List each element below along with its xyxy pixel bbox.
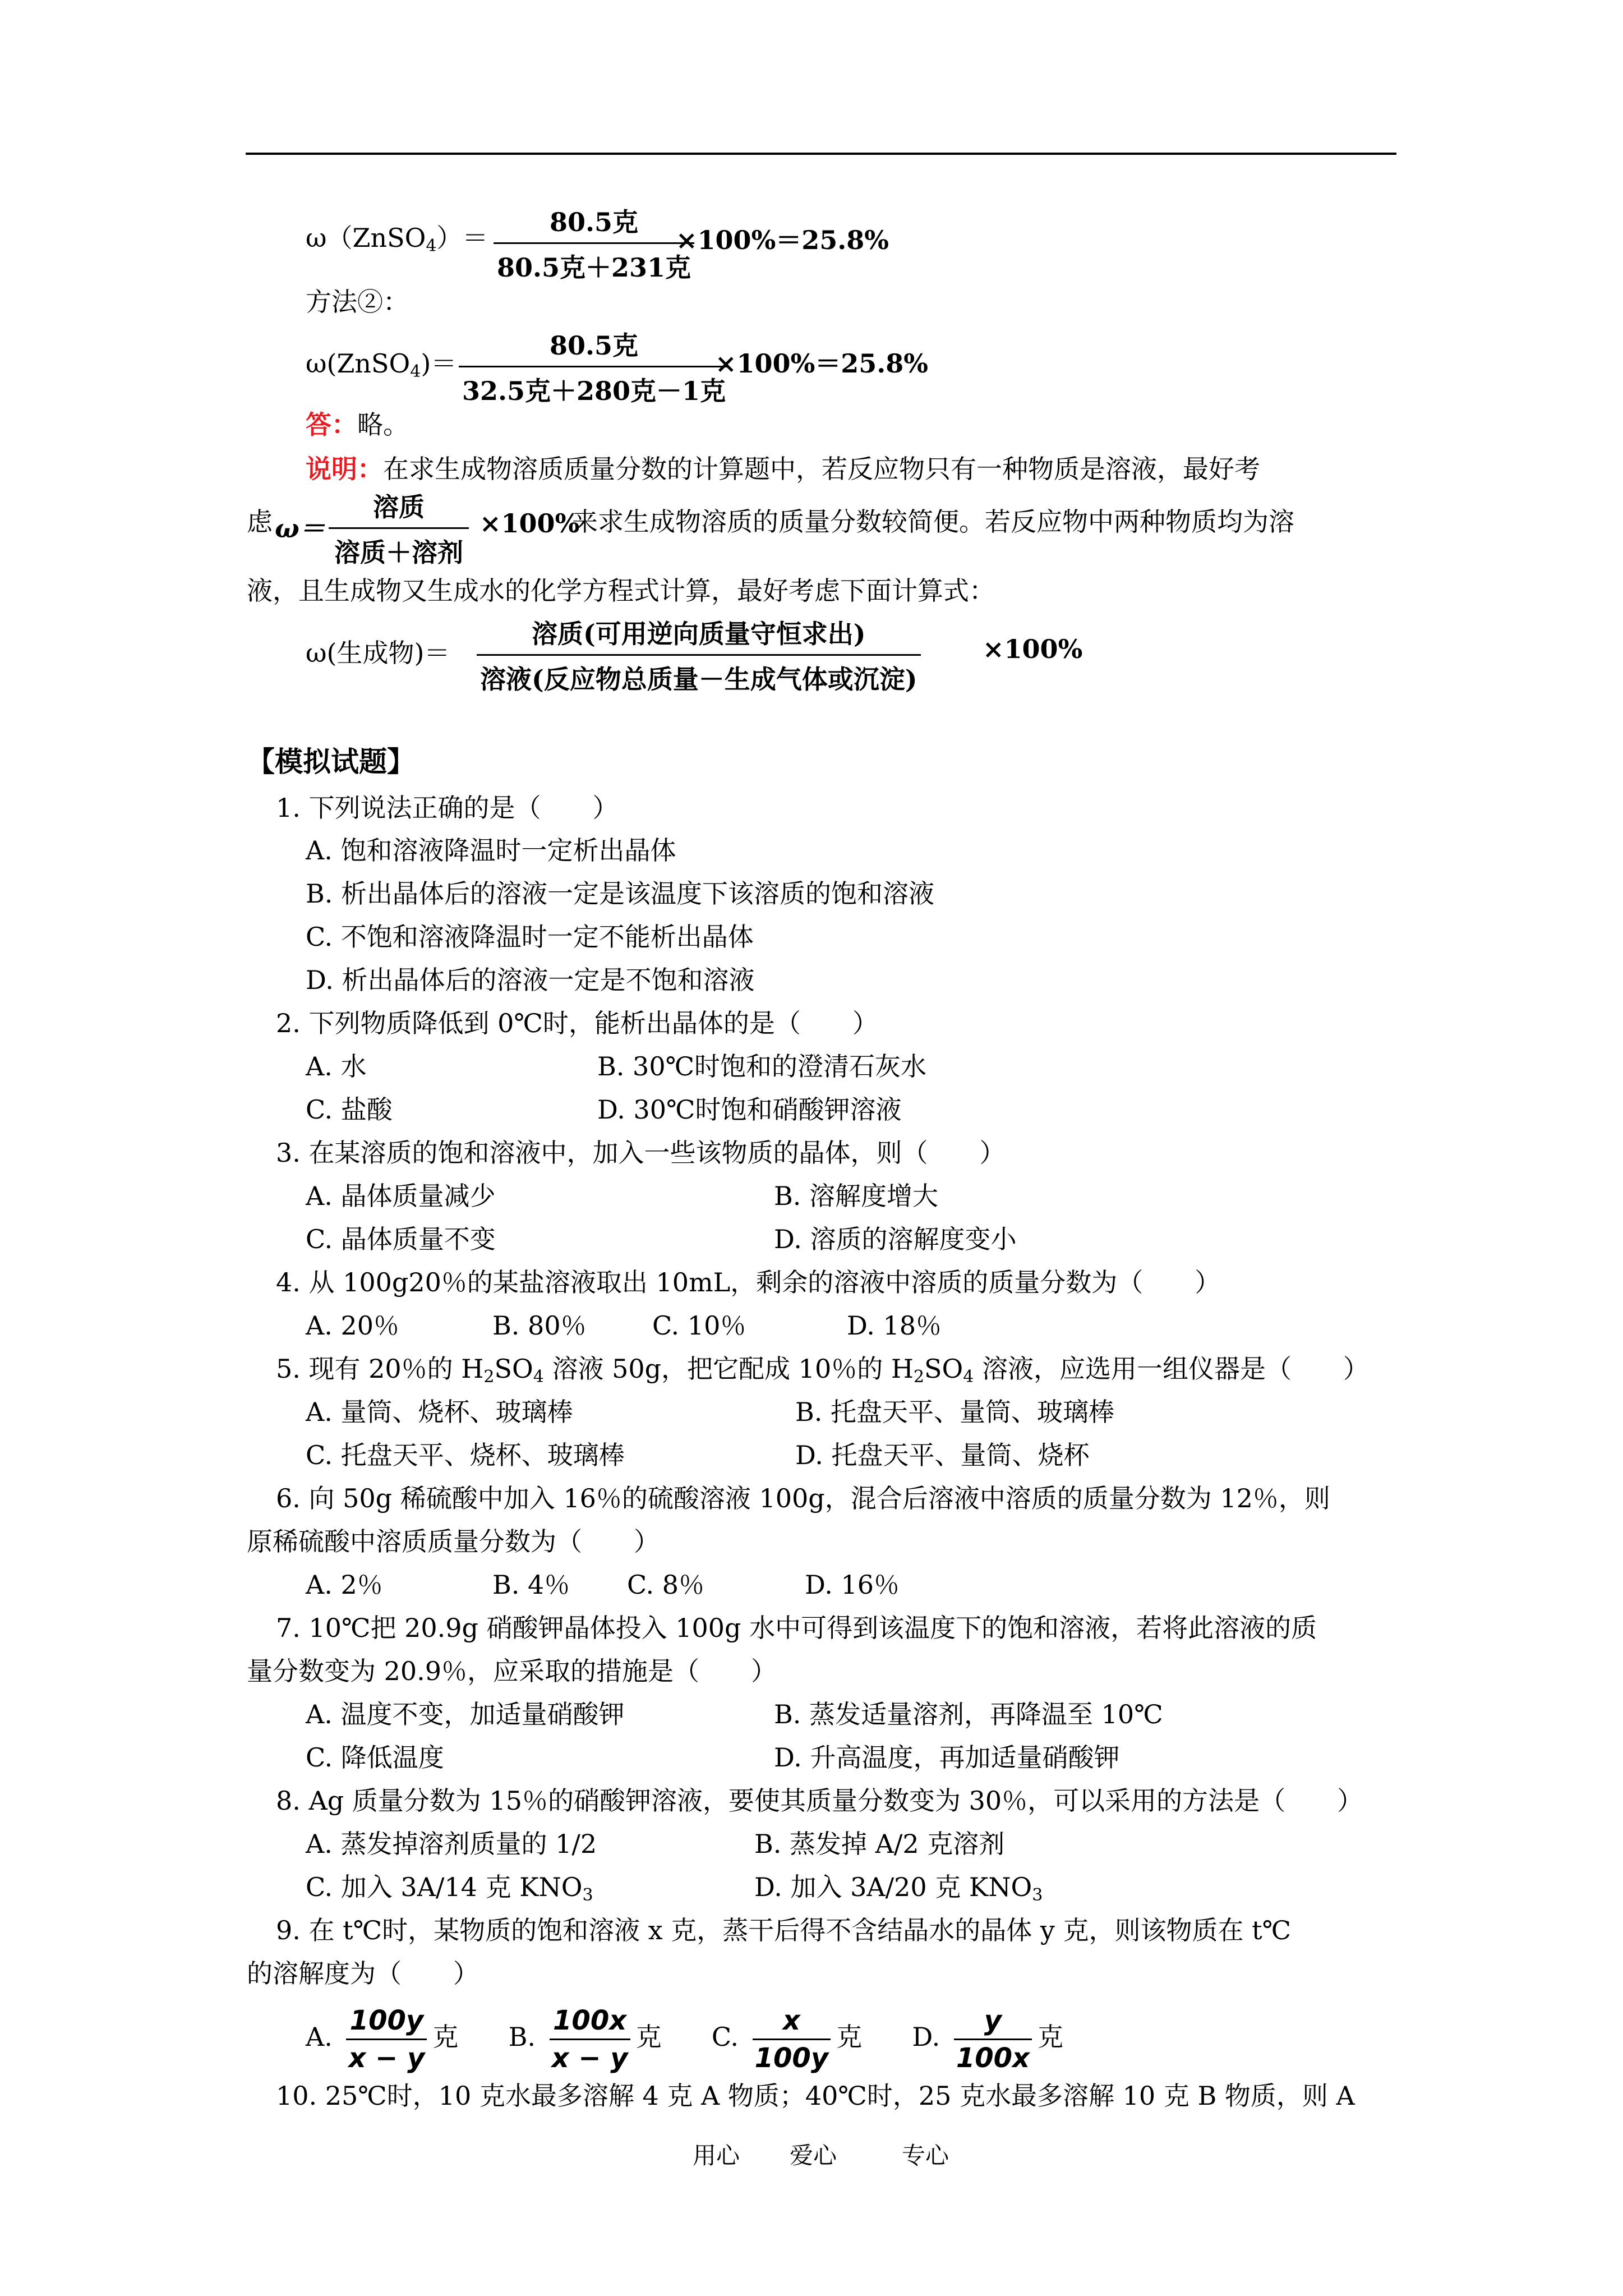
note-line-2-pre: 虑 [247,507,273,537]
q4-stem: 4. 从 100g20％的某盐溶液取出 10mL，剩余的溶液中溶质的质量分数为（ ） [276,1267,1221,1297]
q10-stem-line-1: 10. 25℃时，10 克水最多溶解 4 克 A 物质；40℃时，25 克水最多溶解 10 克 B 物质，则 A [276,2081,1355,2111]
q1-option-c: C. 不饱和溶液降温时一定不能析出晶体 [306,922,754,952]
q6-option-b: B. 4％ [492,1570,570,1600]
q3-option-a: A. 晶体质量减少 [306,1181,496,1211]
note-numerator: 溶质 [373,492,425,522]
q2-option-c: C. 盐酸 [306,1094,393,1125]
q6-option-c: C. 8％ [627,1570,705,1600]
q9-option-c-fraction: $\frac{x}{100y}$ [753,2003,831,2076]
q2-option-b: B. 30℃时饱和的澄清石灰水 [597,1051,927,1082]
q2-stem: 2. 下列物质降低到 0℃时，能析出晶体的是（ ） [276,1008,878,1038]
formula-zinc-sulfate-2: ω(ZnSO$_4$)＝ [306,348,457,381]
q6-stem-line-1: 6. 向 50g 稀硫酸中加入 16％的硫酸溶液 100g，混合后溶液中溶质的质量分数为 12％，则 [276,1483,1330,1513]
section-title: 【模拟试题】 [247,745,415,778]
q5-stem: 5. 现有 20％的 $H_2SO_4$ 溶液 50g，把它配成 10％的 $H_2SO_4$ 溶液，应选用一组仪器是（ ） [276,1354,1369,1387]
q7-option-c: C. 降低温度 [306,1742,444,1773]
fraction-bar [477,654,921,656]
answer-text: 略。 [357,409,409,440]
q4-option-a: A. 20％ [306,1310,399,1341]
q4-option-c: C. 10％ [652,1310,746,1341]
q6-stem-line-2: 原稀硫酸中溶质质量分数为（ ） [247,1526,660,1557]
q9-option-c-label: C. [711,2022,739,2052]
q9-stem-line-1: 9. 在 t℃时，某物质的饱和溶液 x 克，蒸干后得不含结晶水的晶体 y 克，则该物质在 t℃ [276,1915,1292,1945]
q8-stem: 8. Ag 质量分数为 15％的硝酸钾溶液，要使其质量分数变为 30％，可以采用的方法是（ ） [276,1786,1363,1816]
formula-zinc-sulfate-1 [306,218,488,255]
formula2-denominator: 32.5克＋280克－1克 [462,376,726,406]
fraction-bar [494,242,694,244]
formula1-numerator: 80.5克 [550,207,639,237]
q7-stem-line-1: 7. 10℃把 20.9g 硝酸钾晶体投入 100g 水中可得到该温度下的饱和溶液，若将此溶液的质 [276,1613,1317,1643]
fraction-bar [329,527,469,529]
q9-option-d-label: D. [912,2022,940,2052]
formula1-lhs: ω（ZnSO$_4$）＝ [306,223,488,256]
q9-option-b-label: B. [508,2022,536,2052]
q8-option-d: D. 加入 3A/20 克 $KNO_3$ [754,1872,1043,1905]
formula3-rhs: ×100% [983,634,1083,664]
omega-symbol: ω＝ [275,513,325,544]
formula1-rhs: ×100%＝25.8% [676,225,889,255]
q2-option-a: A. 水 [306,1051,367,1082]
note-label: 说明： [306,454,383,484]
note-times-100: ×100% [479,508,580,539]
q8-option-a: A. 蒸发掉溶剂质量的 1/2 [306,1829,597,1859]
q9-option-d-fraction: $\frac{y}{100x}$ [954,2003,1032,2076]
note-text-1: 在求生成物溶质质量分数的计算题中，若反应物只有一种物质是溶液，最好考 [383,454,1260,484]
note-text-3: 液，且生成物又生成水的化学方程式计算，最好考虑下面计算式： [247,576,995,606]
formula2-fraction [459,325,729,408]
q8-option-c: C. 加入 3A/14 克 $KNO_3$ [306,1872,593,1905]
q2-option-d: D. 30℃时饱和硝酸钾溶液 [597,1094,902,1125]
q5-option-a: A. 量筒、烧杯、玻璃棒 [306,1397,573,1427]
footer-text-2: 爱心 [790,2142,837,2169]
fraction-bar [459,366,729,367]
note-text-2: 来求生成物溶质的质量分数较简便。若反应物中两种物质均为溶 [572,507,1294,537]
formula2-numerator: 80.5克 [550,330,639,361]
note-denominator: 溶质＋溶剂 [334,537,463,568]
q1-option-a: A. 饱和溶液降温时一定析出晶体 [306,835,676,866]
q3-option-c: C. 晶体质量不变 [306,1224,496,1254]
formula3-lhs: ω(生成物)＝ [306,638,450,668]
q5-option-b: B. 托盘天平、量筒、玻璃棒 [795,1397,1115,1427]
q3-option-d: D. 溶质的溶解度变小 [774,1224,1017,1254]
q6-option-d: D. 16％ [805,1570,900,1600]
answer-line [306,408,409,441]
formula1-denominator: 80.5克＋231克 [497,252,691,283]
q9-stem-line-2: 的溶解度为（ ） [247,1958,479,1989]
q1-option-b: B. 析出晶体后的溶液一定是该温度下该溶质的饱和溶液 [306,878,935,909]
answer-label: 答： [306,409,357,440]
q9-option-a-fraction: $\frac{100y}{x - y}$ [346,2003,427,2076]
q5-option-d: D. 托盘天平、量筒、烧杯 [795,1440,1090,1470]
q6-option-a: A. 2％ [306,1570,383,1600]
q3-stem: 3. 在某溶质的饱和溶液中，加入一些该物质的晶体，则（ ） [276,1138,1006,1168]
header-rule [246,153,1396,155]
q1-option-d: D. 析出晶体后的溶液一定是不饱和溶液 [306,965,755,995]
q7-option-a: A. 温度不变，加适量硝酸钾 [306,1699,625,1729]
q9-option-a-label: A. [306,2022,333,2052]
formula3-numerator: 溶质(可用逆向质量守恒求出) [532,619,866,649]
q9-option-b-fraction: $\frac{100x}{x - y}$ [550,2003,630,2076]
q4-option-d: D. 18％ [847,1310,942,1341]
footer-text-1: 用心 [693,2142,740,2169]
q7-stem-line-2: 量分数变为 20.9％，应采取的措施是（ ） [247,1656,777,1686]
q8-option-b: B. 蒸发掉 A/2 克溶剂 [754,1829,1005,1859]
q9-options: A. $\frac{100y}{x - y}$ 克 B. $\frac{100x}{x - y}$ 克 C. $\frac{x}{100y}$ 克 D. $\frac{y}{100x}$ 克 [306,1997,1063,2077]
formula3-denominator: 溶液(反应物总质量－生成气体或沉淀) [480,664,917,694]
note-line-1 [306,452,1260,486]
q7-option-d: D. 升高温度，再加适量硝酸钾 [774,1742,1120,1773]
formula1-fraction [494,202,694,284]
q7-option-b: B. 蒸发适量溶剂，再降温至 10℃ [774,1699,1163,1729]
formula2-rhs: ×100%＝25.8% [715,348,929,379]
footer-text-3: 专心 [902,2142,949,2169]
q4-option-b: B. 80％ [492,1310,587,1341]
q5-option-c: C. 托盘天平、烧杯、玻璃棒 [306,1440,625,1470]
q3-option-b: B. 溶解度增大 [774,1181,939,1211]
method2-label: 方法②： [306,287,409,317]
q1-stem: 1. 下列说法正确的是（ ） [276,793,619,823]
note-fraction [329,487,469,569]
formula3-fraction [477,614,921,696]
